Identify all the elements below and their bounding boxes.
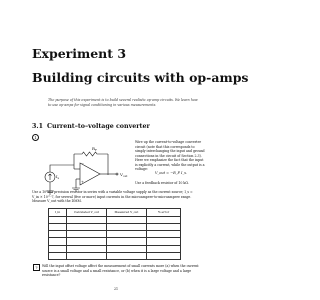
table-cell — [49, 245, 67, 252]
table-cell — [147, 216, 181, 223]
noninverting-input-sign: + — [81, 180, 84, 184]
table-cell — [67, 245, 107, 252]
table-row — [49, 252, 181, 259]
table-cell — [107, 238, 147, 245]
feedback-note: Use a feedback resistor of 10 kΩ. — [135, 181, 190, 185]
header-cell: I_in — [49, 209, 67, 217]
table-row — [49, 216, 181, 223]
table-cell — [147, 238, 181, 245]
label-vout: $V_{out}$ — [120, 172, 128, 178]
header-cell: % error — [147, 209, 181, 217]
table-cell — [147, 245, 181, 252]
chapter-title: Building circuits with op-amps — [32, 70, 249, 85]
header-cell: Calculated V_out — [67, 209, 107, 217]
table-cell — [49, 231, 67, 238]
feedback-resistor — [74, 152, 108, 156]
section-heading — [32, 123, 150, 131]
question-marker: ? — [33, 264, 40, 271]
table-cell — [107, 216, 147, 223]
section-title: Current–to–voltage converter — [47, 123, 150, 130]
label-rf: $R_F$ — [92, 146, 97, 152]
table-cell — [49, 252, 67, 259]
table-row — [49, 223, 181, 230]
table-cell — [67, 231, 107, 238]
table-cell — [67, 238, 107, 245]
table-cell — [147, 223, 181, 230]
equation: V_out = −R_F I_s. — [155, 171, 188, 175]
table-cell — [107, 223, 147, 230]
table-cell — [49, 216, 67, 223]
table-cell — [147, 231, 181, 238]
label-is: $I_s$ — [56, 174, 60, 180]
table-row — [49, 245, 181, 252]
table-row — [49, 231, 181, 238]
measurement-table — [48, 208, 181, 260]
table-cell — [67, 252, 107, 259]
intro-paragraph: Wire up the current-to-voltage converter circuit (note that this corresponds to simply interchanging the input and ground connections in the circuit of Section 2.3). Here we emphasize the fact that the input is explicitly a current, while the output is a voltage: — [135, 140, 205, 171]
page-number: 21 — [113, 287, 119, 291]
chapter-heading: Experiment 3 — [32, 46, 127, 61]
table-cell — [49, 223, 67, 230]
section-number: 3.1 — [32, 123, 43, 130]
table-row — [49, 238, 181, 245]
header-cell: Measured V_out — [107, 209, 147, 217]
question-paragraph: Will the input offset voltage affect the measurement of small currents more (a) when the current source is a small voltage and a small resistance, or (b) when it is a large voltage and a large resistance? — [42, 264, 199, 278]
procedure-paragraph: Use a 10 MΩ precision resistor in series with a variable voltage supply as the current source; I_s = V_in × 10^-7, for several (five or more) input currents in the microampere-to-microampere range. Measure V_out with the DMM. — [32, 190, 193, 203]
table-cell — [67, 216, 107, 223]
table-cell — [49, 238, 67, 245]
table-cell — [107, 252, 147, 259]
step-marker-circle: 1 — [32, 134, 39, 141]
table-cell — [107, 245, 147, 252]
table-cell — [147, 252, 181, 259]
abstract-text: The purpose of this experiment is to build several realistic op-amp circuits. We learn how to use op-amps for signal conditioning in various measurements. — [48, 98, 198, 107]
table-cell — [107, 231, 147, 238]
table-cell — [67, 223, 107, 230]
inverting-input-sign: − — [81, 162, 84, 166]
output-terminal — [116, 173, 118, 175]
table-header-row — [49, 209, 181, 217]
